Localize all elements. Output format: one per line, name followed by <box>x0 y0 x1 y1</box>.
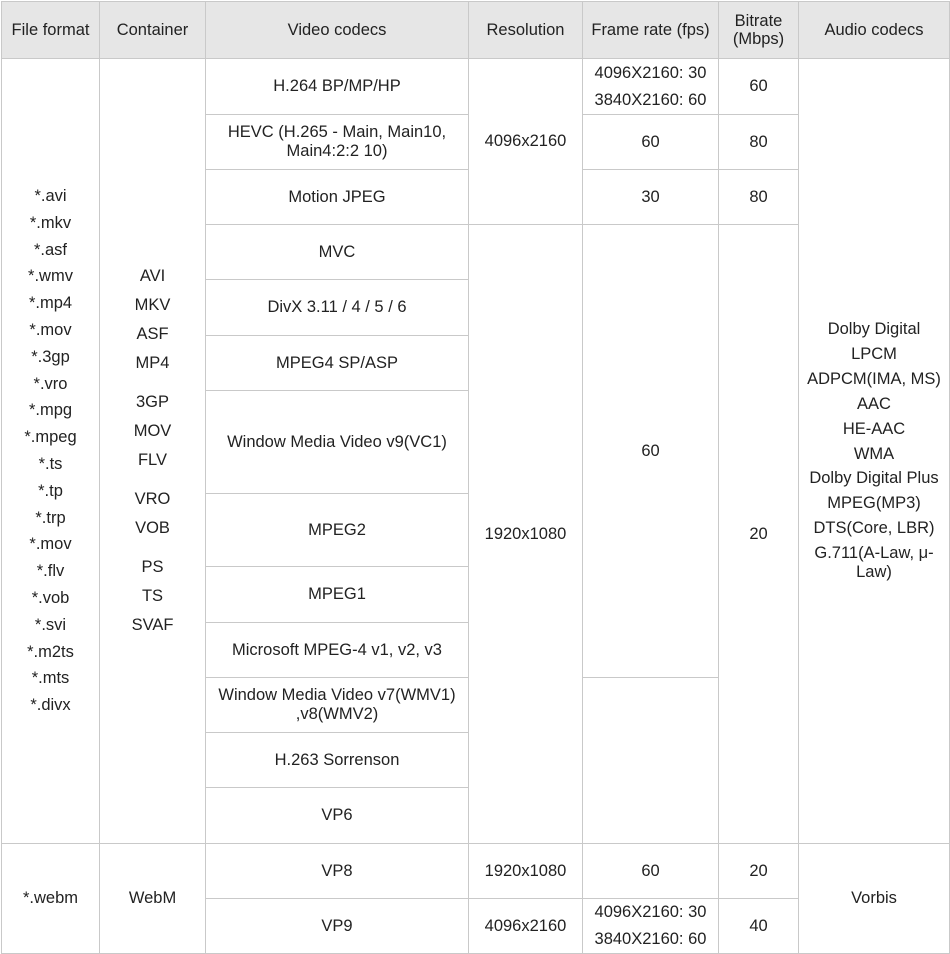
list-item: 3GP <box>135 393 170 411</box>
codec-cell: HEVC (H.265 - Main, Main10, Main4:2:2 10) <box>206 115 469 170</box>
codec-cell: MPEG4 SP/ASP <box>206 336 469 391</box>
list-item: *.trp <box>35 508 66 527</box>
header-file-format: File format <box>2 2 100 59</box>
list-item: *.mpeg <box>24 428 77 447</box>
list-item: AAC <box>857 394 891 413</box>
list-item: *.mpg <box>28 401 73 420</box>
table-row <box>2 59 950 115</box>
framerate-cell: 60 <box>583 115 719 170</box>
list-item: ASF <box>136 325 169 343</box>
list-item: Dolby Digital <box>827 319 921 338</box>
container-list <box>100 59 206 844</box>
bitrate-cell: 60 <box>719 59 799 115</box>
list-item: *.m2ts <box>27 642 74 661</box>
list-item: TS <box>141 587 164 605</box>
audio-codec-list <box>799 59 950 844</box>
list-item: MP4 <box>135 354 170 372</box>
codec-cell: Window Media Video v7(WMV1) ,v8(WMV2) <box>206 678 469 733</box>
list-item: PS <box>141 558 164 576</box>
framerate-cell: 60 <box>583 844 719 899</box>
codec-cell: Microsoft MPEG-4 v1, v2, v3 <box>206 623 469 678</box>
list-item: *.mp4 <box>28 294 73 313</box>
list-item: *.vro <box>33 374 68 393</box>
header-video-codecs: Video codecs <box>206 2 469 59</box>
framerate-line: 3840X2160: 60 <box>594 930 707 948</box>
resolution-cell: 4096x2160 <box>469 899 583 954</box>
header-bitrate: Bitrate (Mbps) <box>719 2 799 59</box>
list-item: FLV <box>137 451 168 469</box>
resolution-cell: 4096x2160 <box>469 59 583 225</box>
bitrate-cell: 20 <box>719 844 799 899</box>
list-item: *.mov <box>29 321 72 340</box>
codec-cell: MVC <box>206 225 469 280</box>
codec-cell: MPEG2 <box>206 494 469 567</box>
codec-cell: Motion JPEG <box>206 170 469 225</box>
bitrate-cell: 80 <box>719 170 799 225</box>
list-item: HE-AAC <box>842 419 906 438</box>
list-item: ADPCM(IMA, MS) <box>807 369 941 388</box>
list-item: LPCM <box>851 344 897 363</box>
resolution-cell: 1920x1080 <box>469 844 583 899</box>
codec-cell: DivX 3.11 / 4 / 5 / 6 <box>206 280 469 336</box>
framerate-line: 4096X2160: 30 <box>594 63 707 82</box>
list-item: MKV <box>134 296 171 314</box>
header-frame-rate: Frame rate (fps) <box>583 2 719 59</box>
list-item: VRO <box>134 490 171 508</box>
list-item: G.711(A-Law, μ-Law) <box>814 544 934 582</box>
list-item: WMA <box>853 444 895 463</box>
supported-video-formats-table <box>1 1 950 954</box>
list-item: *.tp <box>38 481 63 500</box>
bitrate-cell: 40 <box>719 899 799 954</box>
list-item: *.vob <box>31 588 70 607</box>
list-item: *.svi <box>34 615 67 634</box>
codec-cell: VP9 <box>206 899 469 954</box>
list-item: Dolby Digital Plus <box>809 469 939 488</box>
header-row <box>2 2 950 59</box>
table-row <box>2 844 950 899</box>
codec-cell: VP8 <box>206 844 469 899</box>
framerate-cell: 30 <box>583 170 719 225</box>
list-item: *.ts <box>38 455 63 473</box>
list-item: VOB <box>135 519 170 537</box>
file-format-list <box>2 59 100 844</box>
bitrate-cell: 80 <box>719 115 799 170</box>
container-cell: WebM <box>100 844 206 954</box>
list-item: MOV <box>133 422 172 440</box>
codec-cell: VP6 <box>206 788 469 844</box>
codec-cell: Window Media Video v9(VC1) <box>206 391 469 494</box>
framerate-cell <box>583 899 719 954</box>
list-item: *.avi <box>34 187 67 206</box>
list-item: *.wmv <box>28 267 73 286</box>
file-format-cell: *.webm <box>2 844 100 954</box>
list-item: SVAF <box>131 616 174 634</box>
framerate-cell: 60 <box>583 225 719 678</box>
framerate-cell <box>583 59 719 115</box>
list-item: *.mkv <box>29 213 72 232</box>
list-item: *.mts <box>31 669 70 688</box>
list-item: MPEG(MP3) <box>827 494 921 513</box>
header-container: Container <box>100 2 206 59</box>
codec-cell: MPEG1 <box>206 567 469 623</box>
list-item: *.mov <box>29 535 72 554</box>
framerate-line: 4096X2160: 30 <box>594 903 707 921</box>
codec-cell: H.264 BP/MP/HP <box>206 59 469 115</box>
resolution-cell: 1920x1080 <box>469 225 583 844</box>
list-item: *.asf <box>33 240 68 259</box>
list-item: *.divx <box>30 696 71 715</box>
header-resolution: Resolution <box>469 2 583 59</box>
list-item: DTS(Core, LBR) <box>813 519 935 538</box>
codec-cell: H.263 Sorrenson <box>206 733 469 788</box>
bitrate-cell: 20 <box>719 225 799 844</box>
framerate-line: 3840X2160: 60 <box>594 90 707 109</box>
list-item: *.flv <box>36 562 65 581</box>
header-audio-codecs: Audio codecs <box>799 2 950 59</box>
audio-codec-cell: Vorbis <box>799 844 950 954</box>
list-item: AVI <box>139 267 166 285</box>
list-item: *.3gp <box>31 347 70 366</box>
